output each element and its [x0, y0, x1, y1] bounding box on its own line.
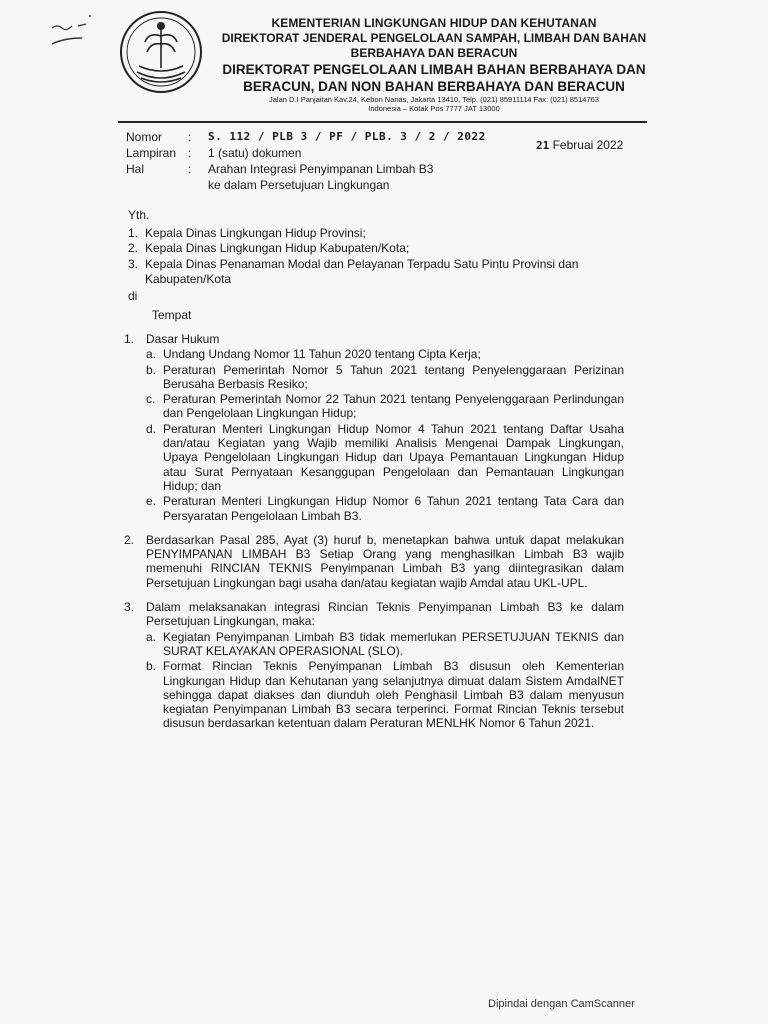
date-day: 21 [536, 139, 550, 152]
body-section [124, 332, 624, 523]
hal-value-line2: ke dalam Persetujuan Lingkungan [208, 178, 390, 192]
ministry-logo-icon [119, 10, 203, 94]
postal-box: Indonesia – Kotak Pos 7777 JAT 13000 [368, 104, 500, 113]
hal-value [208, 161, 508, 193]
addressee-text: Kepala Dinas Lingkungan Hidup Provinsi; [145, 225, 366, 240]
item-letter: a. [146, 347, 157, 362]
section-paragraph: Berdasarkan Pasal 285, Ayat (3) huruf b, menetapkan bahwa untuk dapat melakukan PENYIMPANAN LIMBAH B3 Setiap Orang yang menghasilkan Limbah B3 wajib memenuhi RINCIAN TEKNIS Penyimpanan Limbah B3 yang diintegrasikan dalam Persetujuan Lingkungan bagi usaha dan/atau kegiatan wajib Amdal atau UKL-UPL. [146, 532, 624, 590]
hal-label: Hal [126, 162, 145, 176]
colon: : [188, 162, 192, 176]
section-number: 3. [124, 600, 135, 615]
date-month-year: Februai 2022 [552, 138, 624, 152]
handwritten-mark-icon [48, 8, 108, 48]
section-number: 1. [124, 332, 135, 346]
hal-value-line1: Arahan Integrasi Penyimpanan Limbah B3 [208, 162, 434, 176]
nomor-value: S. 112 / PLB 3 / PF / PLB. 3 / 2 / 2022 [208, 130, 486, 143]
body-section [124, 600, 624, 731]
addressee-text: Kepala Dinas Penanaman Modal dan Pelayanan Terpadu Satu Pintu Provinsi dan Kabupaten/Kota [145, 256, 579, 286]
directorate-name: DIREKTORAT PENGELOLAAN LIMBAH BAHAN BERBAHAYA DAN [222, 62, 646, 77]
item-letter: d. [146, 421, 157, 436]
camscanner-watermark: Dipindai dengan CamScanner [488, 998, 635, 1010]
body-section [124, 533, 624, 590]
directorate-general-name: DIREKTORAT JENDERAL PENGELOLAAN SAMPAH, LIMBAH DAN BAHAN [221, 31, 647, 45]
colon: : [188, 146, 192, 160]
lampiran-label: Lampiran [126, 146, 177, 160]
legal-basis-item [146, 363, 624, 392]
legal-basis-item [146, 392, 624, 421]
ministry-name: KEMENTERIAN LINGKUNGAN HIDUP DAN KEHUTANAN [271, 16, 597, 30]
item-letter: c. [146, 392, 156, 407]
item-text: Peraturan Menteri Lingkungan Hidup Nomor 4 Tahun 2021 tentang Daftar Usaha dan/atau Kegiatan yang Wajib memiliki Analisis Mengenai Dampak Lingkungan, Upaya Pengelolaan Lingkungan Hidup dan Upaya Pemantauan Lingkungan Hidup atau Surat Pernyataan Kesanggupan Pengelolaan dan Pemantauan Lingkungan Hidup; dan [163, 421, 624, 493]
addressee-number: 1. [128, 225, 139, 240]
section-heading: Dasar Hukum [146, 332, 220, 346]
item-letter: e. [146, 494, 157, 509]
section-paragraph: Dalam melaksanakan integrasi Rincian Teknis Penyimpanan Limbah B3 ke dalam Persetujuan Lingkungan, maka: [146, 600, 624, 629]
directorate-general-name-cont: BERBAHAYA DAN BERACUN [350, 46, 518, 60]
addressee-number: 3. [128, 256, 139, 271]
letterhead-divider [118, 121, 647, 123]
addressee-block [128, 208, 648, 324]
addressee-text: Kepala Dinas Lingkungan Hidup Kabupaten/Kota; [145, 241, 410, 255]
tempat-label: Tempat [152, 308, 192, 322]
directive-item [146, 659, 624, 730]
addressee-item [128, 257, 648, 288]
item-text: Peraturan Pemerintah Nomor 22 Tahun 2021 tentang Penyelenggaraan Perlindungan dan Pengelolaan Lingkungan Hidup; [163, 392, 624, 421]
di-label: di [128, 288, 138, 303]
item-text: Undang Undang Nomor 11 Tahun 2020 tentang Cipta Kerja; [163, 347, 481, 362]
directorate-name-cont: BERACUN, DAN NON BAHAN BERBAHAYA DAN BERACUN [243, 79, 625, 94]
letter-date [536, 138, 623, 152]
legal-basis-item [146, 422, 624, 493]
addressee-number: 2. [128, 241, 139, 255]
addressee-item [128, 226, 648, 242]
item-text: Kegiatan Penyimpanan Limbah B3 tidak memerlukan PERSETUJUAN TEKNIS dan SURAT KELAYAKAN OPERASIONAL (SLO). [163, 629, 624, 658]
item-text: Peraturan Menteri Lingkungan Hidup Nomor 6 Tahun 2021 tentang Tata Cara dan Persyaratan Pengelolaan Limbah B3. [163, 494, 624, 523]
letter-body [124, 332, 624, 741]
directive-item [146, 630, 624, 659]
legal-basis-item [146, 347, 624, 361]
section-number: 2. [124, 532, 135, 547]
lampiran-value: 1 (satu) dokumen [208, 146, 302, 160]
item-letter: b. [146, 362, 157, 377]
yth-salutation: Yth. [128, 208, 150, 222]
item-letter: a. [146, 629, 157, 644]
addressee-item [128, 241, 648, 257]
item-letter: b. [146, 659, 157, 674]
item-text: Format Rincian Teknis Penyimpanan Limbah B3 disusun oleh Kementerian Lingkungan Hidup dan Kehutanan yang selanjutnya dimuat dalam Sistem AmdalNET sehingga dapat diakses dan diunduh oleh Penghasil Limbah B3 dalam menyusun kegiatan Penyimpanan Limbah B3 secara terperinci. Format Rincian Teknis tersebut disusun berdasarkan ketentuan dalam Peraturan MENLHK Nomor 6 Tahun 2021. [163, 659, 624, 731]
legal-basis-item [146, 494, 624, 523]
colon: : [188, 130, 192, 144]
letterhead [208, 16, 660, 113]
nomor-label: Nomor [126, 130, 163, 144]
office-address: Jalan D.I Panjaitan Kav.24, Kebon Nanas, Jakarta 13410, Telp. (021) 85911114 Fax: (021) 8514763 [269, 95, 599, 104]
letter-metadata [126, 129, 508, 193]
item-text: Peraturan Pemerintah Nomor 5 Tahun 2021 tentang Penyelenggaraan Perizinan Berusaha Berbasis Resiko; [163, 362, 624, 391]
